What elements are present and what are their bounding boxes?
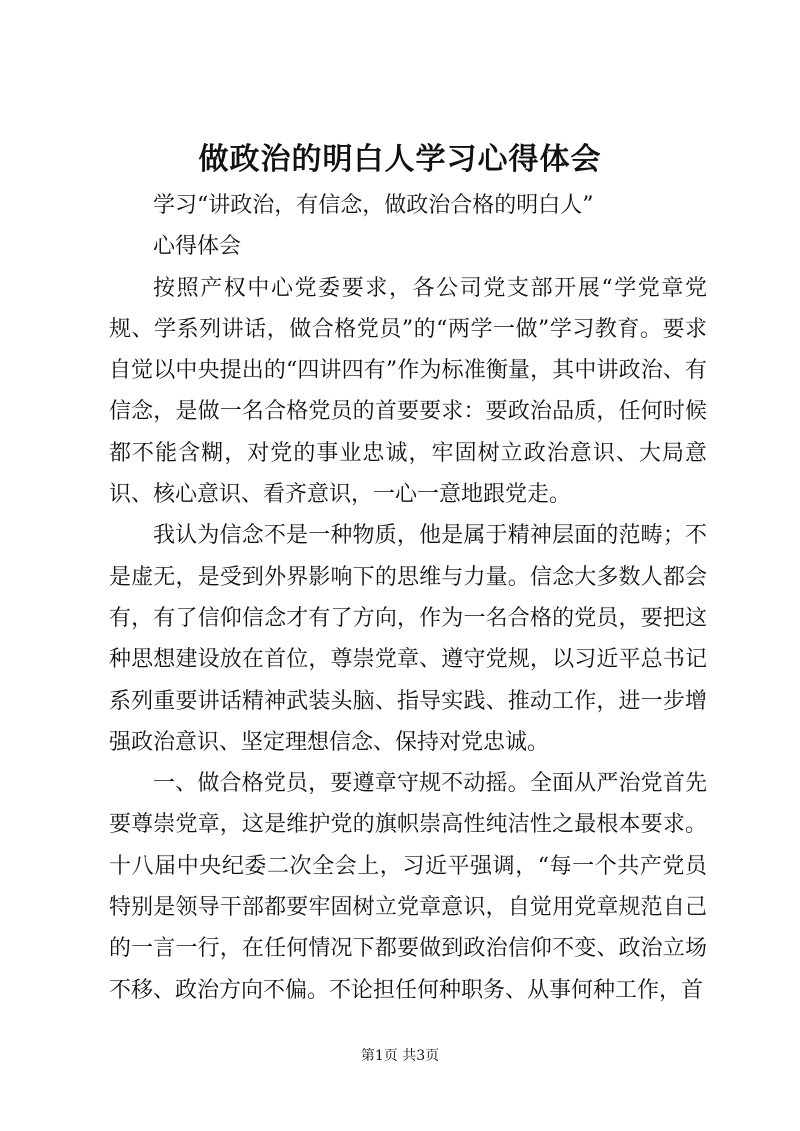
paragraph: 一、做合格党员，要遵章守规不动摇。全面从严治党首先要尊崇党章，这是维护党的旗帜崇高性纯洁性之最根本要求。十八届中央纪委二次全会上，习近平强调，“每一个共产党员特别是领导干部都要牢固树立党章意识，自觉用党章规范自己的一言一行，在任何情况下都要做到政治信仰不变、政治立场不移、政治方向不偏。不论担任何种职务、从事何种工作，首 — [109, 771, 707, 1003]
paragraph-subtitle-line-2: 心得体会 — [153, 234, 242, 260]
document-body — [109, 185, 707, 1011]
page-number-footer: 第1页 共3页 — [360, 1048, 440, 1064]
paragraph-subtitle-line-1: 学习“讲政治，有信念，做政治合格的明白人” — [153, 193, 594, 218]
paragraph: 我认为信念不是一种物质，他是属于精神层面的范畴；不是虚无，是受到外界影响下的思维与力量。信念大多数人都会有，有了信仰信念才有了方向，作为一名合格的党员，要把这种思想建设放在首位，尊崇党章、遵守党规，以习近平总书记系列重要讲话精神武装头脑、指导实践、推动工作，进一步增强政治意识、坚定理想信念、保持对党忠诚。 — [109, 523, 707, 755]
document-title: 做政治的明白人学习心得体会 — [198, 142, 602, 177]
paragraph: 按照产权中心党委要求，各公司党支部开展“学党章党规、学系列讲话，做合格党员”的“两学一做”学习教育。要求自觉以中央提出的“四讲四有”作为标准衡量，其中讲政治、有信念，是做一名合格党员的首要要求：要政治品质，任何时候都不能含糊，对党的事业忠诚，牢固树立政治意识、大局意识、核心意识、看齐意识，一心一意地跟党走。 — [109, 275, 707, 508]
